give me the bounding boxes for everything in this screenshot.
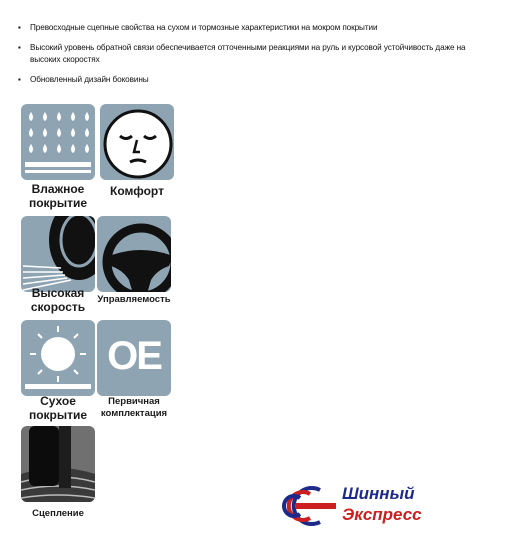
shinny-express-logo[interactable] [276,484,452,528]
oe-caption: Первичная комплектация [100,396,168,419]
sun-icon [21,320,95,396]
speed-caption: Высокая скорость [30,286,86,314]
oe-badge-text: OE [107,334,161,378]
steering-wheel-icon [97,216,171,292]
comfort-caption: Комфорт [110,184,164,198]
features-list [18,22,498,94]
oe-badge-icon [97,320,171,396]
dry-caption: Сухое покрытие [28,394,88,422]
grip-caption: Сцепление [32,508,84,519]
logo-emblem-icon [276,484,338,528]
wet-caption: Влажное покрытие [28,182,88,210]
handling-caption: Управляемость [97,294,171,305]
tire-grip-icon [21,426,95,502]
rain-drops-icon [21,104,95,180]
logo-text-line1: Шинный [342,484,415,503]
feature-item: ▪ Обновленный дизайн боковины [18,74,498,86]
tire-speed-icon [21,216,95,292]
feature-item: ▪ Превосходные сцепные свойства на сухом и тормозные характеристики на мокром покрытии [18,22,498,34]
feature-item: ▪ Высокий уровень обратной связи обеспечивается отточенными реакциями на руль и курсовой устойчивость даже на высоких скоростях [18,42,498,66]
logo-text-line2: Экспресс [342,505,422,524]
relaxed-face-icon [100,104,174,180]
